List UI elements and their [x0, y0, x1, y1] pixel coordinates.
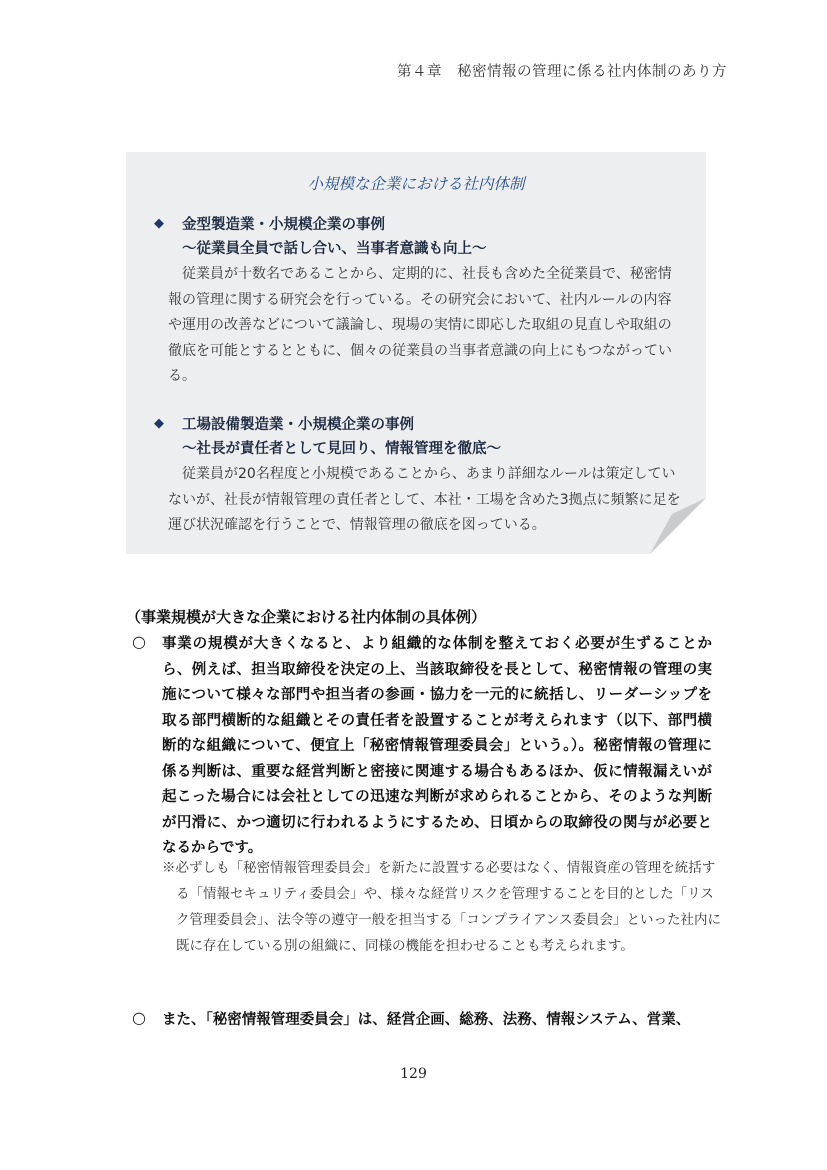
- page-number: 129: [400, 1066, 427, 1082]
- case-study-box: [126, 152, 706, 554]
- case-heading: [154, 410, 684, 436]
- list-item: [132, 1008, 712, 1034]
- section-title: （事業規模が大きな企業における社内体制の具体例）: [126, 608, 487, 626]
- diamond-bullet-icon: ◆: [154, 415, 164, 431]
- case-body: 従業員が20名程度と小規模であることから、あまり詳細なルールは策定していないが、社長が情報管理の責任者として、本社・工場を含めた3拠点に頻繁に足を運び状況確認を行うことで、情報管理の徹底を図っている。: [168, 466, 681, 533]
- case-subheading: ～従業員全員で話し合い、当事者意識も向上～: [182, 241, 487, 257]
- diamond-bullet-icon: ◆: [154, 215, 164, 231]
- case-heading-text: 工場設備製造業・小規模企業の事例: [182, 416, 414, 433]
- case-heading-text: 金型製造業・小規模企業の事例: [182, 216, 385, 233]
- case-heading: [154, 210, 684, 236]
- circle-bullet-icon: ○: [132, 632, 146, 651]
- page-curl-icon: [650, 498, 706, 554]
- footnote: ※必ずしも「秘密情報管理委員会」を新たに設置する必要はなく、情報資産の管理を統括する「情報セキュリティ委員会」や、様々な経営リスクを管理することを目的とした「リスク管理委員会」、法令等の遵守一般を担当する「コンプライアンス委員会」といった社内に既に存在している別の組織に、同様の機能を担わせることも考えられます。: [162, 860, 721, 954]
- case-box-title: 小規模な企業における社内体制: [307, 175, 525, 193]
- case-subheading: ～社長が責任者として見回り、情報管理を徹底～: [182, 441, 501, 457]
- list-item-text: 事業の規模が大きくなると、より組織的な体制を整えておく必要が生ずることから、例えば、担当取締役を決定の上、当該取締役を長として、秘密情報の管理の実施について様々な部門や担当者の参画・協力を一元的に統括し、リーダーシップを取る部門横断的な組織とその責任者を設置することが考えられます（以下、部門横断的な組織について、便宜上「秘密情報管理委員会」という。）。秘密情報の管理に係る判断は、重要な経営判断と密接に関連する場合もあるほか、仮に情報漏えいが起こった場合には会社としての迅速な判断が求められることから、そのような判断が円滑に、かつ適切に行われるようにするため、日頃からの取締役の関与が必要となるからです。: [162, 636, 712, 856]
- list-item: [132, 632, 712, 862]
- list-item-text: また、「秘密情報管理委員会」は、経営企画、総務、法務、情報システム、営業、: [162, 1012, 691, 1028]
- circle-bullet-icon: ○: [132, 1008, 146, 1027]
- case-study-2: [154, 410, 684, 539]
- case-study-1: [154, 210, 684, 390]
- chapter-header: 第４章 秘密情報の管理に係る社内体制のあり方: [397, 64, 727, 80]
- case-body: 従業員が十数名であることから、定期的に、社長も含めた全従業員で、秘密情報の管理に関する研究会を行っている。その研究会において、社内ルールの内容や運用の改善などについて議論し、現場の実情に即応した取組の見直しや取組の徹底を可能とするとともに、個々の従業員の当事者意識の向上にもつながっている。: [168, 266, 672, 384]
